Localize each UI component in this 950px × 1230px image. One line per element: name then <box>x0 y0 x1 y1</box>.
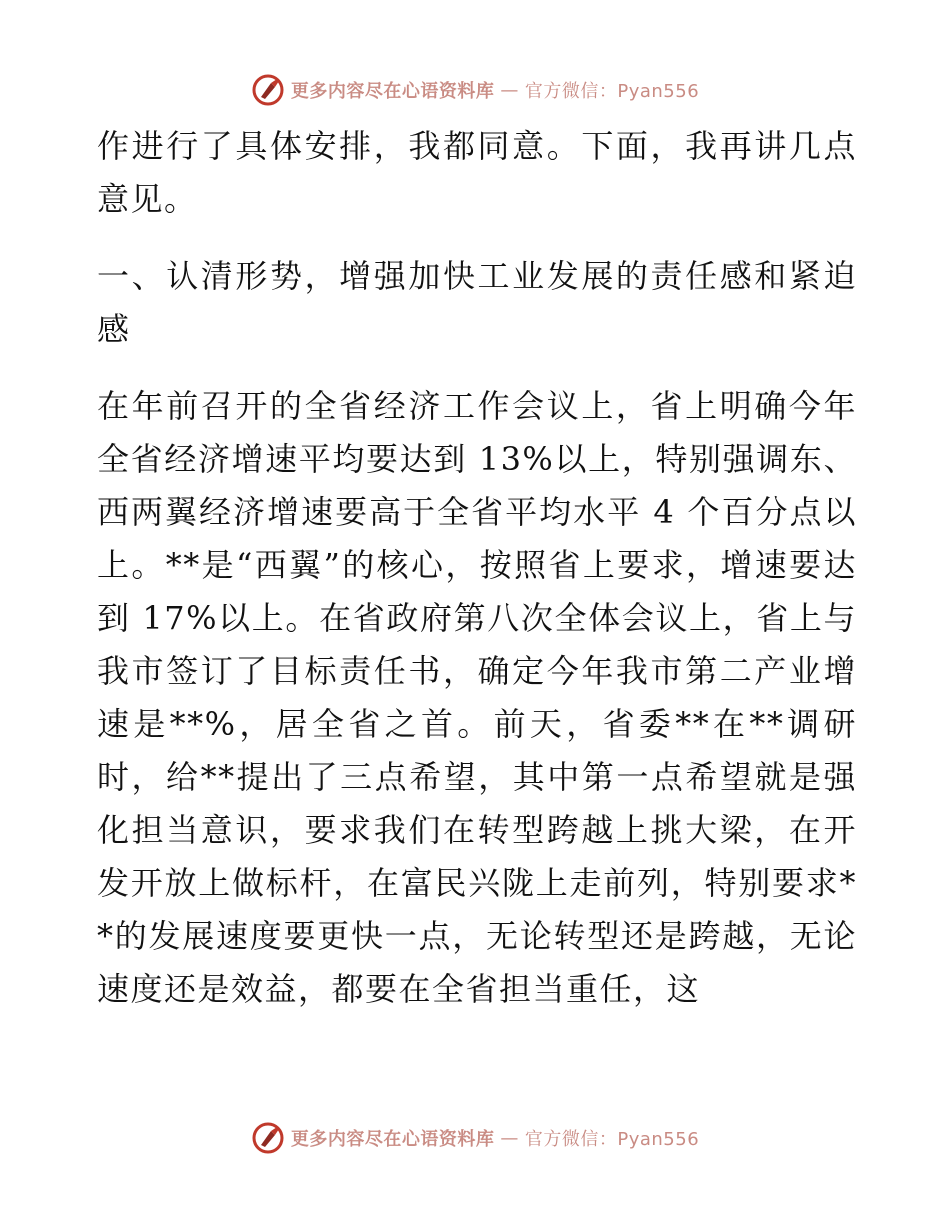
footer-watermark <box>0 1118 950 1158</box>
watermark-text: 更多内容尽在心语资料库 <box>290 81 495 102</box>
section-heading: 一、认清形势，增强加快工业发展的责任感和紧迫感 <box>97 257 857 348</box>
watermark-contact: 官方微信：Pyan556 <box>524 81 700 102</box>
header-watermark <box>0 70 950 110</box>
watermark-separator: — <box>500 1127 519 1149</box>
paragraph-intro: 作进行了具体安排，我都同意。下面，我再讲几点意见。 <box>97 127 857 218</box>
watermark-text: 更多内容尽在心语资料库 <box>290 1129 495 1150</box>
watermark-contact: 官方微信：Pyan556 <box>524 1129 700 1150</box>
pen-nib-logo-icon <box>251 1121 285 1155</box>
document-body <box>97 120 857 1016</box>
pen-nib-logo-icon <box>251 73 285 107</box>
watermark-separator: — <box>500 79 519 101</box>
paragraph-body: 在年前召开的全省经济工作会议上，省上明确今年全省经济增速平均要达到 13%以上，特别强调东、西两翼经济增速要高于全省平均水平 4 个百分点以上。**是“西翼”的核心，按照省上要求，增速要达到 17%以上。在省政府第八次全体会议上，省上与我市签订了目标责任书，确定今年我市第二产业增速是**%，居全省之首。前天，省委**在**调研时，给**提出了三点希望，其中第一点希望就是强化担当意识，要求我们在转型跨越上挑大梁，在开发开放上做标杆，在富民兴陇上走前列，特别要求**的发展速度要更快一点，无论转型还是跨越，无论速度还是效益，都要在全省担当重任，这 <box>97 387 857 1008</box>
